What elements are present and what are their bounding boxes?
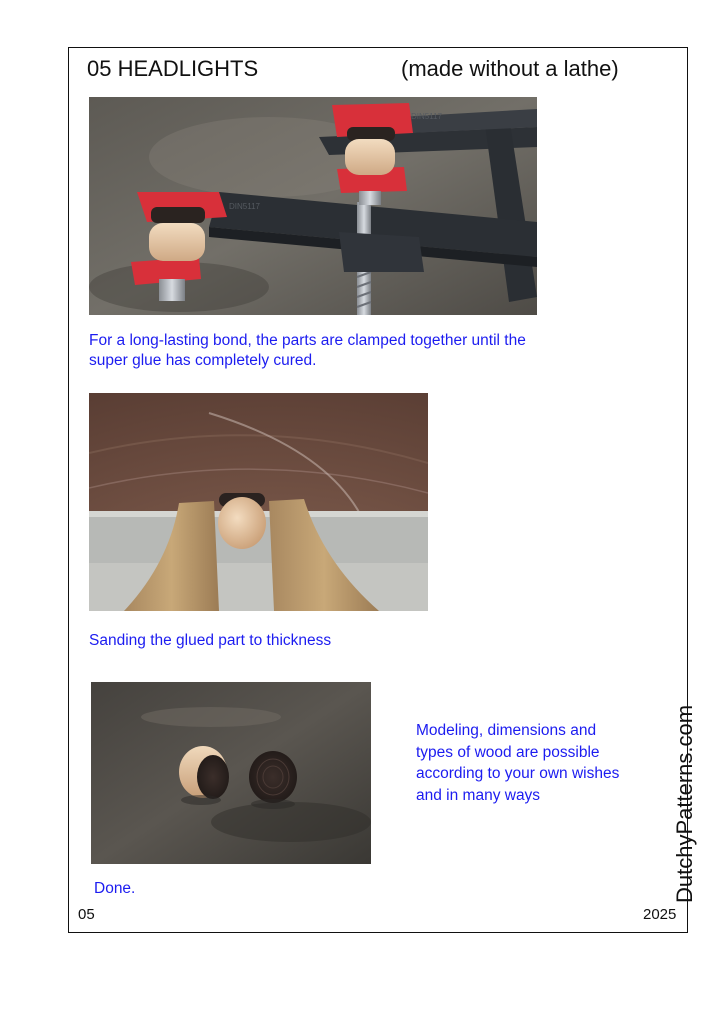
- year-label: 2025: [643, 906, 677, 923]
- clamp-marking-right: DIN5117: [411, 112, 442, 121]
- brand-watermark[interactable]: DutchyPatterns.com: [672, 704, 697, 903]
- caption-sanding: Sanding the glued part to thickness: [89, 632, 332, 649]
- caption-clamp: For a long-lasting bond, the parts are clamped together until the super glue has completely cured.: [89, 332, 526, 369]
- photo-clamps: [89, 97, 537, 315]
- page-title: 05 HEADLIGHTS: [87, 56, 259, 81]
- note-text: Modeling, dimensions and types of wood are possible according to your own wishes and in many ways: [416, 722, 620, 804]
- photo-finished: [91, 682, 371, 864]
- page-subtitle: (made without a lathe): [401, 56, 619, 81]
- photo-sanding: [89, 393, 428, 611]
- page-number: 05: [78, 906, 95, 923]
- clamp-marking-left: DIN5117: [229, 202, 260, 211]
- caption-done: Done.: [94, 880, 136, 897]
